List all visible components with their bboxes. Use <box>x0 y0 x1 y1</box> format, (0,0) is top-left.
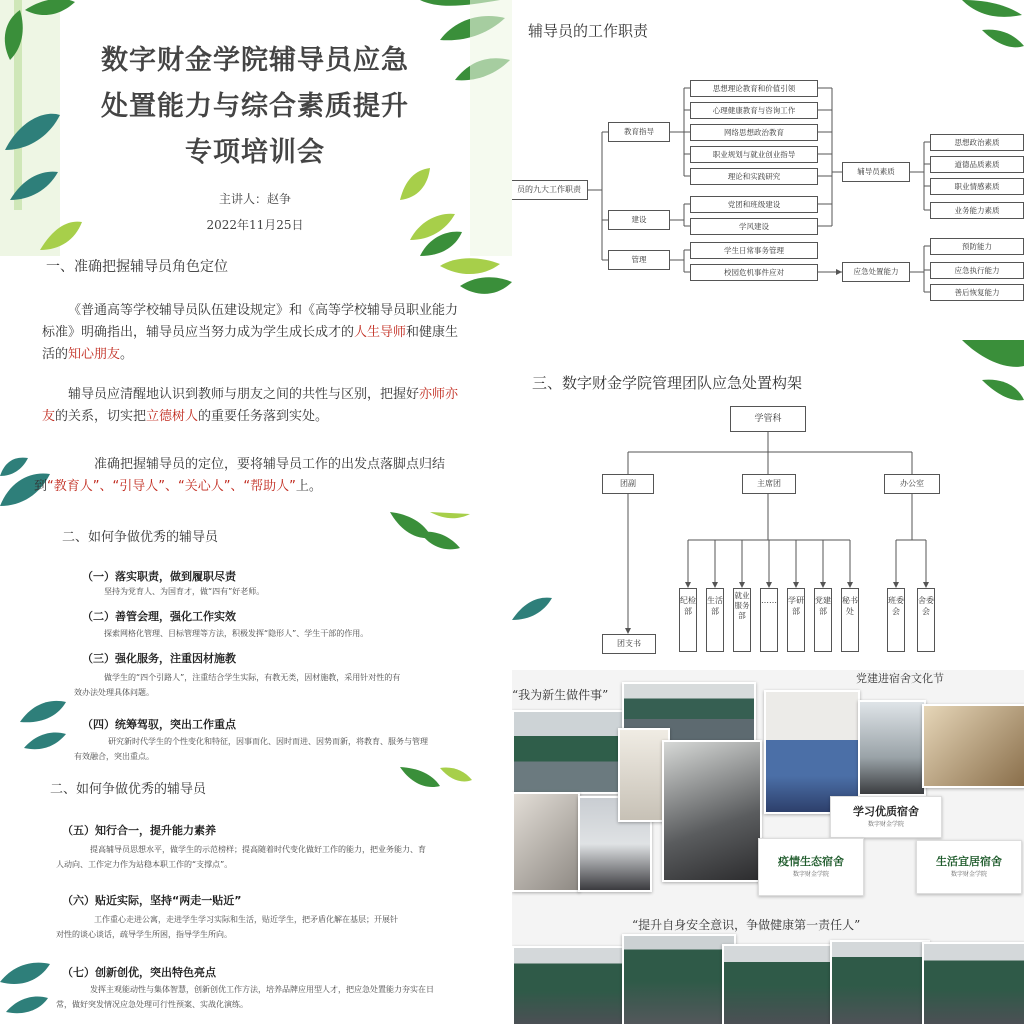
org-league-box: 团支书 <box>602 634 656 654</box>
duties-root-box: 员的九大工作职责 <box>512 180 588 200</box>
section2-slide <box>0 512 512 1024</box>
item-title: （一）落实职责，做到履职尽责 <box>82 570 236 583</box>
duties-item-box: 学风建设 <box>690 218 818 235</box>
duties-emergency-item: 应急执行能力 <box>930 262 1024 279</box>
item-body: 坚持为党育人、为国育才，做“四有”好老师。 <box>104 587 265 596</box>
paragraph-text: 和健康生活的 <box>42 325 459 362</box>
section3-slide <box>512 340 1024 670</box>
item-title: （二）善管会理，强化工作实效 <box>82 610 236 623</box>
highlight-text: 知心朋友 <box>68 347 121 362</box>
duties-item-box: 职业规划与就业创业指导 <box>690 146 818 163</box>
duties-item-box: 思想理论教育和价值引领 <box>690 80 818 97</box>
duties-item-box: 理论和实践研究 <box>690 168 818 185</box>
highlight-text: 亦师亦友 <box>42 387 459 424</box>
highlight-text: “教育人”、“引导人”、“关心人”、“帮助人” <box>47 479 296 494</box>
honor-badge <box>758 838 864 896</box>
highlight-text: 人生导师 <box>354 325 407 340</box>
paragraph-text: 。 <box>120 347 134 362</box>
paragraph-text: 的重要任务落到实处。 <box>198 409 329 424</box>
highlight-text: 立德树人 <box>146 409 199 424</box>
duties-item-box: 心理健康教育与咨询工作 <box>690 102 818 119</box>
paragraph-text: 上。 <box>295 479 322 494</box>
section1-slide <box>0 256 512 512</box>
org-level2-box: 办公室 <box>884 474 940 494</box>
cover-title-line: 专项培训会 <box>185 137 325 168</box>
org-dept-box: 纪检部 <box>679 588 697 652</box>
duties-category-box: 教育指导 <box>608 122 670 142</box>
badge-subtitle: 数字财金学院 <box>950 871 987 878</box>
item-title: （七）创新创优，突出特色亮点 <box>62 966 216 979</box>
section1-heading: 一、准确把握辅导员角色定位 <box>46 259 228 275</box>
duties-quality-item: 职业情感素质 <box>930 178 1024 195</box>
duties-quality-item: 道德品质素质 <box>930 156 1024 173</box>
badge-title: 生活宜居宿舍 <box>936 855 1002 868</box>
section1-paragraph <box>42 384 462 428</box>
duties-item-box: 党团和班级建设 <box>690 196 818 213</box>
dorm-photo <box>662 740 762 882</box>
honor-badge <box>916 840 1022 894</box>
duties-heading: 辅导员的工作职责 <box>528 22 649 40</box>
cover-slide <box>0 0 512 256</box>
duties-quality-item: 业务能力素质 <box>930 202 1024 219</box>
duties-emergency-item: 善后恢复能力 <box>930 284 1024 301</box>
paragraph-text: 准确把握辅导员的定位，要将辅导员工作的出发点落脚点归结到 <box>34 457 446 494</box>
org-dept-box: 生活部 <box>706 588 724 652</box>
cleaning-photo <box>512 792 580 892</box>
honor-badge <box>830 796 942 838</box>
duties-quality-box: 辅导员素质 <box>842 162 910 182</box>
item-body: 研究新时代学生的个性变化和特征，因事而化、因时而进、因势而新，将教育、服务与管理有效融合，突出重点。 <box>74 737 428 761</box>
section1-paragraph <box>34 454 474 498</box>
item-title: （三）强化服务，注重因材施教 <box>82 652 236 665</box>
item-title: （六）贴近实际，坚持“两走一贴近” <box>62 894 242 907</box>
duties-item-box: 网络思想政治教育 <box>690 124 818 141</box>
paragraph-text: 《普通高等学校辅导员队伍建设规定》和《高等学校辅导员职业能力标准》明确指出，辅导员应当努力成为学生成长成才的 <box>42 303 459 340</box>
org-dept-box: 就业服务部 <box>733 588 751 652</box>
cover-title-line: 数字财金学院辅导员应急 <box>101 45 409 76</box>
item-title: （四）统筹驾驭，突出工作重点 <box>82 718 236 731</box>
duties-item-box: 校园危机事件应对 <box>690 264 818 281</box>
photo-collage <box>512 670 1024 1024</box>
org-office-box: 班委会 <box>887 588 905 652</box>
lecture-photo <box>922 942 1024 1024</box>
section3-heading: 三、数字财金学院管理团队应急处置构架 <box>532 374 803 392</box>
dorm-photo <box>858 700 926 796</box>
cover-title-line: 处置能力与综合素质提升 <box>101 91 409 122</box>
item-body: 探索网格化管理、目标管理等方法，积极发挥“隐形人”、学生干部的作用。 <box>104 629 369 638</box>
cover-date: 2022年11月25日 <box>206 218 304 232</box>
paragraph-text: 的关系，切实把 <box>55 409 147 424</box>
item-title: （五）知行合一，提升能力素养 <box>62 824 216 837</box>
org-level2-box: 团副 <box>602 474 654 494</box>
duties-slide <box>512 0 1024 340</box>
badge-title: 学习优质宿舍 <box>853 805 919 818</box>
org-dept-box: 学研部 <box>787 588 805 652</box>
org-level2-box: 主席团 <box>742 474 796 494</box>
item-body: 发挥主观能动性与集体智慧，创新创优工作方法，培养品牌应用型人才，把应急处置能力夯实在日常，做好突发情况应急处理可行性预案、实战化演练。 <box>56 985 434 1009</box>
section2-heading: 二、如何争做优秀的辅导员 <box>50 782 207 797</box>
badge-subtitle: 数字财金学院 <box>867 821 904 828</box>
collage-caption: “提升自身安全意识，争做健康第一责任人” <box>632 918 861 932</box>
lecture-photo <box>622 934 736 1024</box>
section2-heading: 二、如何争做优秀的辅导员 <box>62 530 219 545</box>
org-dept-box: 秘书处 <box>841 588 859 652</box>
dorm-photo <box>922 704 1024 788</box>
collage-caption: “我为新生做件事” <box>512 688 609 702</box>
org-office-box: 舍委会 <box>917 588 935 652</box>
lecture-photo <box>722 944 842 1024</box>
lecture-photo <box>512 946 636 1024</box>
item-body: 提高辅导员思想水平，做学生的示范榜样；提高随着时代变化做好工作的能力，把业务能力、育人动向、工作定力作为站稳本职工作的“支撑点”。 <box>56 845 426 869</box>
section1-paragraph <box>42 300 462 366</box>
duties-emergency-item: 预防能力 <box>930 238 1024 255</box>
org-top-box: 学管科 <box>730 406 806 432</box>
classroom-photo <box>512 710 624 794</box>
badge-subtitle: 数字财金学院 <box>792 871 829 878</box>
org-dept-box: 党建部 <box>814 588 832 652</box>
item-body: 工作重心走进公寓，走进学生学习实际和生活，贴近学生，把矛盾化解在基层；开展针对性的谈心谈话，疏导学生所困，指导学生所向。 <box>56 915 398 939</box>
duties-item-box: 学生日常事务管理 <box>690 242 818 259</box>
org-dept-box: …… <box>760 588 778 652</box>
collage-caption: 党建进宿舍文化节 <box>856 672 944 685</box>
cover-speaker: 主讲人：赵争 <box>218 192 291 206</box>
duties-quality-item: 思想政治素质 <box>930 134 1024 151</box>
duties-category-box: 管理 <box>608 250 670 270</box>
item-body: 做学生的“四个引路人”，注重结合学生实际，有教无类，因材施教，采用针对性的有效办法处理具体问题。 <box>74 673 401 697</box>
lecture-photo <box>830 940 930 1024</box>
paragraph-text: 辅导员应清醒地认识到教师与朋友之间的共性与区别，把握好 <box>68 387 420 402</box>
duties-emergency-box: 应急处置能力 <box>842 262 910 282</box>
badge-title: 疫情生态宿舍 <box>778 855 844 868</box>
duties-category-box: 建设 <box>608 210 670 230</box>
